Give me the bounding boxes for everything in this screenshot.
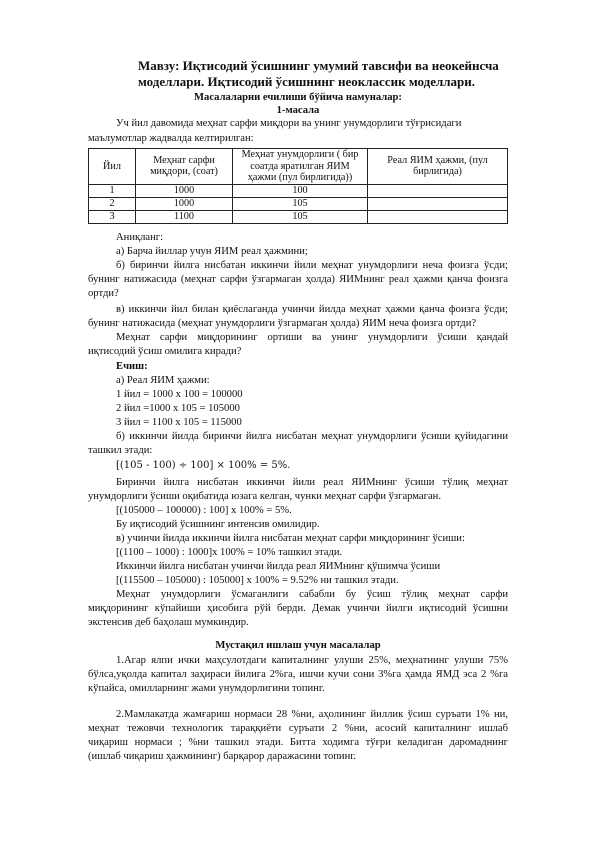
examples-heading: Масалаларни ечилиши бўйича намуналар:: [194, 92, 402, 103]
solution-b-line-2: ташкил этади:: [88, 445, 153, 456]
table-header-cell: Йил: [89, 149, 136, 185]
question-line: в) иккинчи йил билан қиёслаганда учинчи йилда меҳнат ҳажми қанча фоизга ўсди;: [116, 304, 508, 315]
solution-heading: Ечиш:: [116, 361, 148, 372]
question-line: ортди?: [88, 288, 119, 299]
labor-data-table: [88, 148, 508, 224]
table-header-cell: Меҳнат сарфи миқдори, (соат): [136, 149, 233, 185]
task-2-line: (ишлаб чиқариш ҳажмининг) барқарор даражасини топинг.: [88, 751, 357, 762]
table-cell: 2: [89, 197, 136, 210]
table-cell: 3: [89, 210, 136, 223]
growth-formula: [(105 - 100) ÷ 100] × 100% = 5%.: [116, 460, 291, 471]
solution-c-line: [(1100 – 1000) : 1000]х 100% = 10% ташкил этади.: [116, 547, 343, 558]
solution-c-line: в) учинчи йилда иккинчи йилга нисбатан меҳнат сарфи миқдорининг ўсиши:: [116, 533, 465, 544]
solution-c-line: экстенсив деб баҳолаш мумкиндир.: [88, 617, 249, 628]
independent-heading: Мустақил ишлаш учун масалалар: [215, 640, 381, 651]
table-header-cell: Реал ЯИМ ҳажми, (пул бирлигида): [368, 149, 508, 185]
solution-b-line-1: б) иккинчи йилда биринчи йилга нисбатан меҳнат унумдорлиги ўсиши қуйидагини: [116, 431, 508, 442]
solution-c-line: миқдорининг кўпайиши ҳисобига рўй берди. Демак учинчи йилги иқтисодий ўсишни: [88, 603, 508, 614]
table-header-row: [89, 149, 508, 185]
task-1-line: кўпайса, омилларнинг жами унумдорлигини топинг.: [88, 683, 325, 694]
table-cell: 1100: [136, 210, 233, 223]
solution-paragraph-line: [(105000 – 100000) : 100] х 100% = 5%.: [116, 505, 292, 516]
question-line: а) Барча йиллар учун ЯИМ реал ҳажмини;: [116, 246, 308, 257]
task-1-line: бўлса,уқолда капитал заҳираси йилига 2%га, ишчи кучи сони 3%га ҳамда ЯМД эса 2 %га: [88, 669, 508, 680]
question-line: бунинг натижасида (меҳнат унумдорлиги ўзгармаган ҳолда) ЯИМ неча фоизга ортди?: [88, 318, 477, 329]
problem-1-intro-line-2: маълумотлар жадвалда келтирилган:: [88, 133, 254, 144]
question-line: Меҳнат сарфи миқдорининг ортиши ва унинг унумдорлиги ўсиши қандай: [116, 332, 508, 343]
table-cell: 105: [233, 197, 368, 210]
table-row: [89, 197, 508, 210]
solution-paragraph-line: унумдорлиги ўсиши оқибатида юзага келган, чунки меҳнат сарфи ўзгармаган.: [88, 491, 441, 502]
question-line: бунинг натижасида (меҳнат сарфи ўзгармаган ҳолда) ЯИМнинг реал ҳажми қанча фоизга: [88, 274, 508, 285]
task-2-line: 2.Мамлакатда жамғариш нормаси 28 %ни, аҳолининг йиллик ўсиш суръати 1% ни,: [116, 709, 508, 720]
solution-paragraph-line: Бу иқтисодий ўсишнинг интенсив омилидир.: [116, 519, 320, 530]
table-cell: [368, 197, 508, 210]
task-2-line: меҳнат тежовчи технологик тараққиёти суръати 2 %ни, асосий капиталнинг ишлаб: [88, 723, 508, 734]
solution-c-line: [(115500 – 105000) : 105000] х 100% = 9.52% ни ташкил этади.: [116, 575, 399, 586]
problem-1-heading: 1-масала: [276, 105, 320, 116]
table-cell: 105: [233, 210, 368, 223]
solution-a-line: 1 йил = 1000 х 100 = 100000: [116, 389, 243, 400]
task-2-line: чиқариш нормаси ; %ни ташкил этади. Битта ходимга тўғри келадиган даромаднинг: [88, 737, 508, 748]
table-row: [89, 184, 508, 197]
table-row: [89, 210, 508, 223]
table-cell: 100: [233, 184, 368, 197]
task-1-line: 1.Агар ялпи ички маҳсулотдаги капиталнинг улуши 25%, меҳнатнинг улуши 75%: [116, 655, 508, 666]
title-line-2: моделлари. Иқтисодий ўсишнинг неоклассик моделлари.: [138, 74, 476, 89]
table-cell: [368, 210, 508, 223]
table-cell: 1000: [136, 184, 233, 197]
solution-paragraph-line: Биринчи йилга нисбатан иккинчи йили реал ЯИМнинг ўсиши тўлиқ меҳнат: [116, 477, 508, 488]
title-line-1: Мавзу: Иқтисодий ўсишнинг умумий тавсифи ва неокейнсча: [138, 58, 499, 73]
question-line: иқтисодий ўсиш омилига киради?: [88, 346, 242, 357]
table-cell: 1: [89, 184, 136, 197]
table-header-cell: Меҳнат унумдорлиги ( бир соатда яратилган ЯИМ ҳажми (пул бирлигида)): [233, 149, 368, 185]
solution-a-title: а) Реал ЯИМ ҳажми:: [116, 375, 210, 386]
solution-c-line: Меҳнат унумдорлиги ўсмаганлиги сабабли бу ўсиш тўлиқ меҳнат сарфи: [116, 589, 508, 600]
solution-a-line: 3 йил = 1100 х 105 = 115000: [116, 417, 242, 428]
solution-c-line: Иккинчи йилга нисбатан учинчи йилда реал ЯИМнинг қўшимча ўсиши: [116, 561, 441, 572]
question-line: б) биринчи йилга нисбатан иккинчи йили меҳнат унумдорлиги неча фоизга ўсди;: [116, 260, 508, 271]
solution-a-line: 2 йил =1000 х 105 = 105000: [116, 403, 240, 414]
table-cell: [368, 184, 508, 197]
question-line: Аниқланг:: [116, 232, 164, 243]
problem-1-intro-line-1: Уч йил давомида меҳнат сарфи миқдори ва унинг унумдорлиги тўғрисидаги: [116, 118, 462, 129]
table-cell: 1000: [136, 197, 233, 210]
